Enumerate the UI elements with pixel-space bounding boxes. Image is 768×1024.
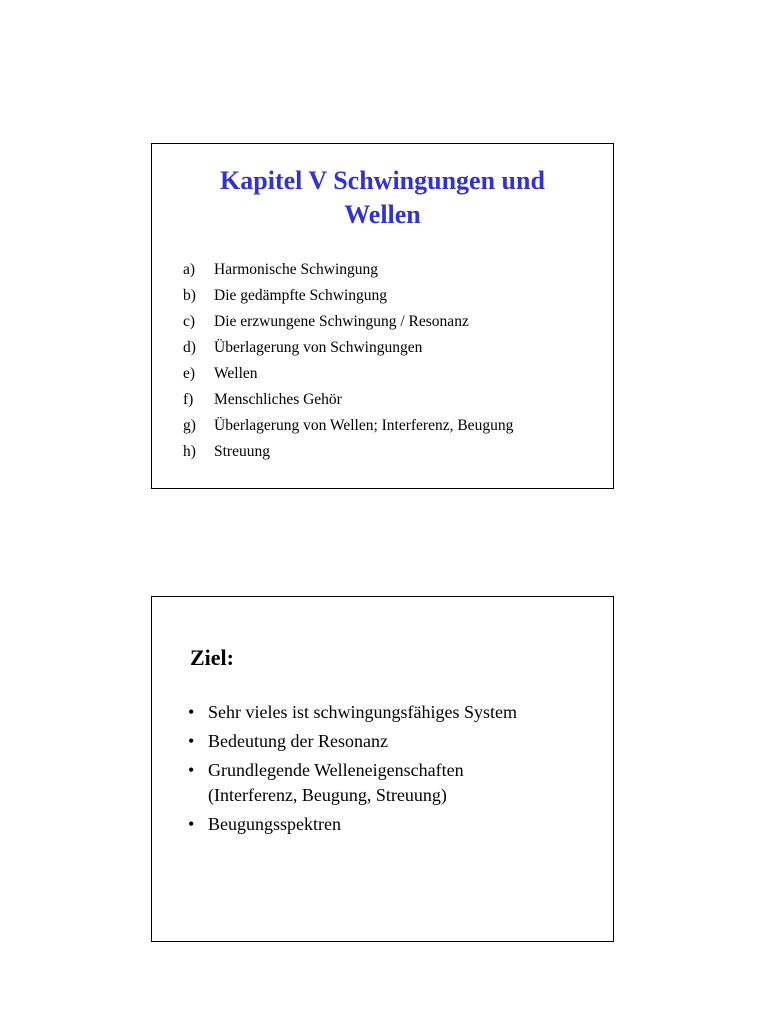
bullet-icon: • <box>188 731 195 751</box>
list-item <box>188 729 517 754</box>
list-item <box>183 283 513 309</box>
list-item <box>183 413 513 439</box>
item-text: Streuung <box>214 443 270 460</box>
slide-goals <box>151 596 614 942</box>
list-item <box>183 439 513 465</box>
list-item <box>183 309 513 335</box>
list-item <box>188 812 517 837</box>
item-letter: f) <box>183 391 194 408</box>
list-item <box>188 700 517 725</box>
item-letter: b) <box>183 287 196 304</box>
bullet-icon: • <box>188 760 195 780</box>
list-item <box>183 257 513 283</box>
list-item <box>183 387 513 413</box>
item-text: Wellen <box>214 365 258 382</box>
goals-heading: Ziel: <box>190 645 234 670</box>
item-letter: c) <box>183 313 196 330</box>
item-text: Überlagerung von Wellen; Interferenz, Beugung <box>214 417 514 434</box>
item-text: Überlagerung von Schwingungen <box>214 339 423 356</box>
goal-text: Grundlegende Welleneigenschaften (Interferenz, Beugung, Streuung) <box>208 760 464 805</box>
goal-text: Sehr vieles ist schwingungsfähiges System <box>208 702 517 722</box>
item-letter: e) <box>183 365 196 382</box>
list-item <box>188 758 517 808</box>
topic-list <box>183 257 513 465</box>
goal-text: Bedeutung der Resonanz <box>208 731 388 751</box>
item-text: Die erzwungene Schwingung / Resonanz <box>214 313 469 330</box>
bullet-icon: • <box>188 702 195 722</box>
goal-text: Beugungsspektren <box>208 814 341 834</box>
list-item <box>183 361 513 387</box>
item-letter: d) <box>183 339 196 356</box>
item-text: Die gedämpfte Schwingung <box>214 287 388 304</box>
slide-title: Kapitel V Schwingungen und Wellen <box>220 166 545 229</box>
item-letter: g) <box>183 417 196 434</box>
list-item <box>183 335 513 361</box>
bullet-icon: • <box>188 814 195 834</box>
goals-list <box>188 700 517 841</box>
item-letter: a) <box>183 261 196 278</box>
item-text: Harmonische Schwingung <box>214 261 379 278</box>
item-letter: h) <box>183 443 196 460</box>
slide-chapter-overview <box>151 143 614 489</box>
item-text: Menschliches Gehör <box>214 391 342 408</box>
